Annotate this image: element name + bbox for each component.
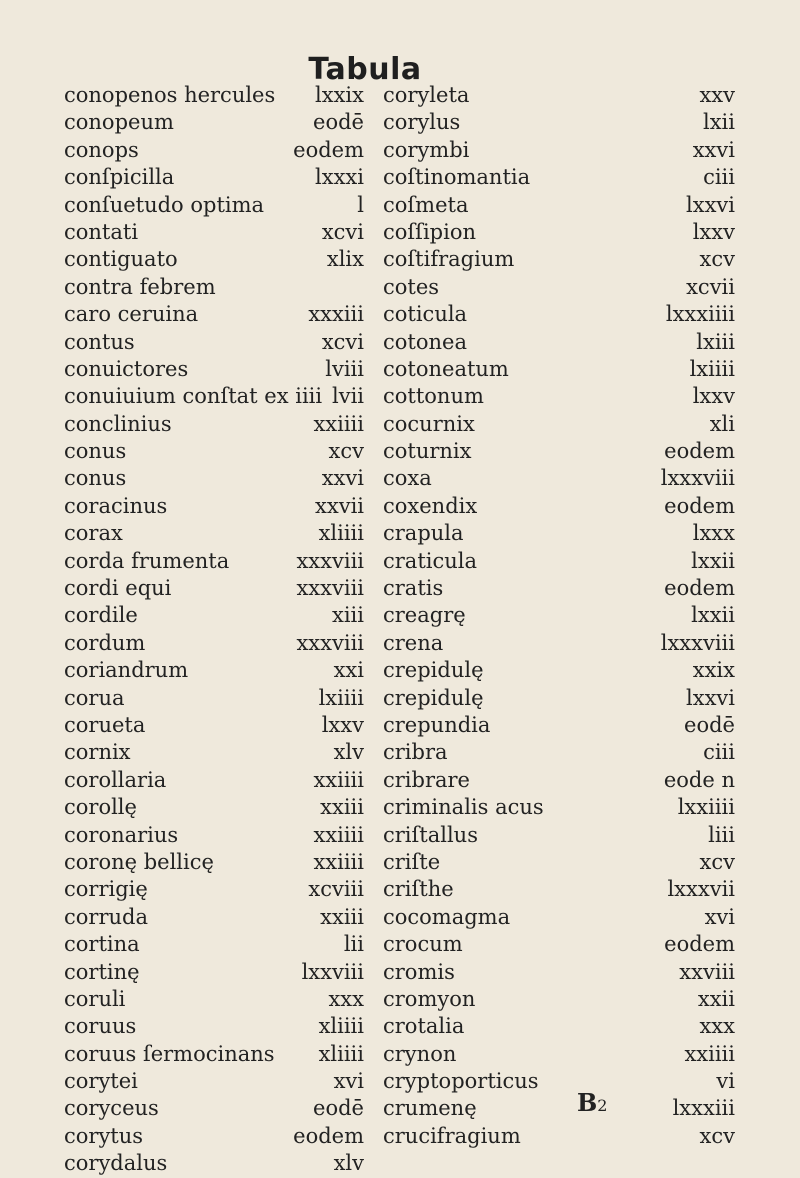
index-entry [64,575,364,602]
entry-term: criſtallus [383,822,478,847]
entry-term: conſuetudo optima [64,192,265,217]
entry-term: cribra [383,740,448,765]
entry-reference: xcvi [321,329,364,354]
index-entry [383,685,735,712]
entry-reference: eodem [664,576,735,601]
entry-term: conus [64,466,127,491]
entry-reference: lxxxiii [672,1096,735,1121]
index-entry [64,493,364,520]
entry-reference: xvi [333,1069,364,1094]
entry-term: crucifragium [383,1123,521,1148]
signature-number: 2 [597,1096,608,1115]
index-entry [383,274,735,301]
entry-reference: xxiiii [313,849,364,874]
entry-reference: vi [716,1069,735,1094]
entry-term: cocurnix [383,411,475,436]
index-entry [383,192,735,219]
entry-term: corollę [64,795,137,820]
entry-reference: xxiii [320,904,364,929]
index-entry [383,849,735,876]
index-entry [64,192,364,219]
entry-reference: xxvi [321,466,364,491]
index-entry [64,301,364,328]
index-entry [64,1150,364,1177]
index-entry [383,82,735,109]
entry-term: contus [64,329,135,354]
index-entry [383,246,735,273]
index-entry [383,739,735,766]
index-entry [383,137,735,164]
entry-reference: xxviii [679,959,735,984]
entry-reference: lxxxviii [660,630,735,655]
entry-term: coryleta [383,83,470,107]
entry-term: conſpicilla [64,165,175,190]
entry-term: crocum [383,932,463,957]
entry-reference: lxxviii [301,959,364,984]
entry-reference: lviii [325,356,364,381]
index-entry [64,822,364,849]
entry-term: coſſipion [383,219,476,244]
entry-reference: xxi [333,658,364,683]
entry-term: coronę bellicę [64,849,214,874]
entry-reference: lxii [703,110,735,135]
entry-reference: xxxviii [296,630,364,655]
entry-term: cortina [64,932,140,957]
entry-term: corytei [64,1069,138,1094]
entry-term: crapula [383,521,464,546]
entry-term: corruda [64,904,148,929]
entry-reference: xiii [332,603,364,628]
index-entry [383,1095,735,1122]
entry-term: coticula [383,302,468,327]
index-entry [64,959,364,986]
entry-reference: xxx [328,986,364,1011]
entry-term: crotalia [383,1014,465,1039]
entry-term: cordile [64,603,138,628]
entry-term: coracinus [64,493,168,518]
index-entry [64,767,364,794]
index-entry [64,904,364,931]
entry-reference: lxxv [692,384,735,409]
entry-term: crynon [383,1041,457,1066]
entry-reference: lxxiiii [677,795,735,820]
index-entry [383,931,735,958]
entry-term: cottonum [383,384,484,409]
entry-term: corda frumenta [64,548,230,573]
entry-term: corymbi [383,137,470,162]
index-entry [64,931,364,958]
entry-term: conuiuium conſtat ex iiii [64,384,323,409]
entry-reference: xcviii [308,877,364,902]
entry-term: cratis [383,576,444,601]
entry-term: criminalis acus [383,795,544,820]
entry-reference: xliiii [318,1041,364,1066]
index-entry [64,1013,364,1040]
index-entry [64,109,364,136]
entry-reference: ciii [703,740,735,765]
entry-term: conops [64,137,139,162]
entry-reference: lvii [331,384,364,409]
entry-reference: xxiiii [684,1041,735,1066]
entry-reference: xxxviii [296,548,364,573]
index-entry [64,1068,364,1095]
entry-term: coriandrum [64,658,189,683]
index-entry [64,739,364,766]
page-title: Tabula [308,52,422,87]
entry-term: coruli [64,986,126,1011]
entry-term: coruus ſermocinans [64,1041,275,1066]
entry-term: cryptoporticus [383,1069,539,1094]
entry-reference: xxiiii [313,411,364,436]
index-entry [64,685,364,712]
entry-term: criſte [383,849,441,874]
entry-reference: xcv [699,247,735,272]
entry-reference: xxv [699,83,735,107]
entry-term: corax [64,521,123,546]
index-entry [383,959,735,986]
entry-reference: ciii [703,165,735,190]
entry-term: cocomagma [383,904,511,929]
entry-reference: xxxiii [308,302,364,327]
index-entry [64,1041,364,1068]
index-entry [383,356,735,383]
index-entry [383,1123,735,1150]
entry-reference: lxxii [691,603,735,628]
index-entry [383,493,735,520]
index-entry [383,301,735,328]
entry-term: corueta [64,712,146,737]
entry-reference: lxxxvii [667,877,735,902]
entry-term: crepidulę [383,685,484,710]
entry-reference: lxxvi [686,685,735,710]
entry-reference: eodē [313,1096,364,1121]
index-entry [64,356,364,383]
entry-term: craticula [383,548,477,573]
entry-reference: lxiiii [318,685,364,710]
entry-term: conuictores [64,356,189,381]
index-entry [383,329,735,356]
index-entry [383,109,735,136]
index-entry [64,246,364,273]
entry-term: corydalus [64,1151,168,1176]
index-entry [64,630,364,657]
index-entry [64,1123,364,1150]
index-entry [383,986,735,1013]
entry-reference: eodē [313,110,364,135]
index-entry [64,794,364,821]
index-entry [383,1013,735,1040]
entry-reference: xxvii [315,493,364,518]
index-entry [64,520,364,547]
entry-reference: xxiiii [313,767,364,792]
entry-term: caro ceruina [64,302,199,327]
entry-term: cotes [383,274,440,299]
entry-term: contra febrem [64,274,216,299]
index-entry [64,82,364,109]
index-entry [64,1095,364,1122]
index-entry [383,602,735,629]
index-entry [383,822,735,849]
entry-reference: lxxxviii [660,466,735,491]
entry-reference: xcv [699,1123,735,1148]
signature-letter: B [577,1088,598,1117]
entry-reference: lxxxi [315,165,364,190]
index-entry [64,849,364,876]
entry-reference: lxiiii [689,356,735,381]
entry-reference: lxxii [691,548,735,573]
index-entry [64,438,364,465]
index-entry [383,465,735,492]
index-entry [383,794,735,821]
index-entry [64,164,364,191]
entry-reference: xliiii [318,1014,364,1039]
entry-term: coſtinomantia [383,165,531,190]
entry-term: corylus [383,110,461,135]
index-entry [383,164,735,191]
entry-reference: eode n [663,767,735,792]
entry-reference: eodem [664,932,735,957]
entry-reference: lxxvi [686,192,735,217]
entry-term: corytus [64,1123,144,1148]
entry-reference: lxxx [692,521,735,546]
index-entry [64,876,364,903]
index-entry [64,986,364,1013]
entry-term: coruus [64,1014,137,1039]
index-entry [383,630,735,657]
index-entry [383,767,735,794]
entry-term: cotoneatum [383,356,509,381]
entry-reference: eodem [293,137,364,162]
entry-term: cornix [64,740,131,765]
entry-reference: eodem [664,493,735,518]
entry-term: crepidulę [383,658,484,683]
entry-term: conopenos hercules [64,83,276,107]
index-entry [383,438,735,465]
entry-reference: xli [709,411,735,436]
entry-term: conclinius [64,411,172,436]
index-entry [383,1041,735,1068]
entry-term: cotonea [383,329,467,354]
index-entry [64,602,364,629]
entry-term: cordi equi [64,576,172,601]
entry-term: cromyon [383,986,476,1011]
index-entry [64,411,364,438]
entry-term: conus [64,439,127,464]
index-entry [383,1068,735,1095]
entry-term: contati [64,219,139,244]
entry-term: cromis [383,959,455,984]
index-entry [383,712,735,739]
entry-term: cortinę [64,959,140,984]
entry-reference: xxvi [692,137,735,162]
entry-reference: xcvii [686,274,735,299]
entry-reference: xlv [333,1151,364,1176]
index-entry [383,876,735,903]
entry-reference: xlv [333,740,364,765]
entry-term: creagrę [383,603,466,628]
entry-reference: eodem [664,439,735,464]
index-entry [64,329,364,356]
entry-term: coronarius [64,822,179,847]
entry-term: coxendix [383,493,478,518]
entry-term: crumenę [383,1096,477,1121]
entry-term: crena [383,630,444,655]
entry-reference: l [357,192,364,217]
index-entry [383,575,735,602]
index-entry [64,548,364,575]
entry-reference: lxiii [696,329,735,354]
index-entry [383,548,735,575]
entry-term: corollaria [64,767,167,792]
index-entry [64,274,364,301]
entry-term: coturnix [383,439,472,464]
index-entry [383,219,735,246]
entry-term: coſtifragium [383,247,515,272]
entry-term: coſmeta [383,192,469,217]
index-entry [383,411,735,438]
index-entry [64,465,364,492]
entry-reference: xcv [699,849,735,874]
entry-reference: xxix [692,658,735,683]
entry-reference: xxxviii [296,576,364,601]
entry-reference: xxii [697,986,735,1011]
signature-mark [577,1088,607,1117]
entry-reference: xxiii [320,795,364,820]
entry-term: corrigię [64,877,148,902]
entry-reference: lxxv [321,712,364,737]
entry-term: cordum [64,630,146,655]
index-entry [383,657,735,684]
entry-term: cribrare [383,767,470,792]
entry-reference: xxx [699,1014,735,1039]
entry-reference: xcv [328,439,364,464]
entry-term: contiguato [64,247,178,272]
entry-term: coxa [383,466,432,491]
index-entry [64,383,364,410]
entry-reference: lii [343,932,364,957]
entry-reference: eodē [684,712,735,737]
entry-term: criſthe [383,877,454,902]
index-entry [64,137,364,164]
entry-reference: xvi [704,904,735,929]
entry-reference: xlix [326,247,364,272]
index-entry [383,904,735,931]
index-column-left [64,82,364,1178]
entry-reference: xxiiii [313,822,364,847]
entry-reference: liii [708,822,735,847]
index-entry [64,712,364,739]
entry-term: conopeum [64,110,174,135]
index-entry [64,219,364,246]
index-entry [383,383,735,410]
entry-reference: lxxxiiii [665,302,735,327]
entry-reference: lxxix [315,83,364,107]
index-entry [383,520,735,547]
entry-reference: xcvi [321,219,364,244]
index-entry [64,657,364,684]
entry-reference: lxxv [692,219,735,244]
entry-term: coryceus [64,1096,159,1121]
entry-term: crepundia [383,712,491,737]
entry-reference: eodem [293,1123,364,1148]
entry-term: corua [64,685,125,710]
index-column-right [383,82,735,1150]
entry-reference: xliiii [318,521,364,546]
